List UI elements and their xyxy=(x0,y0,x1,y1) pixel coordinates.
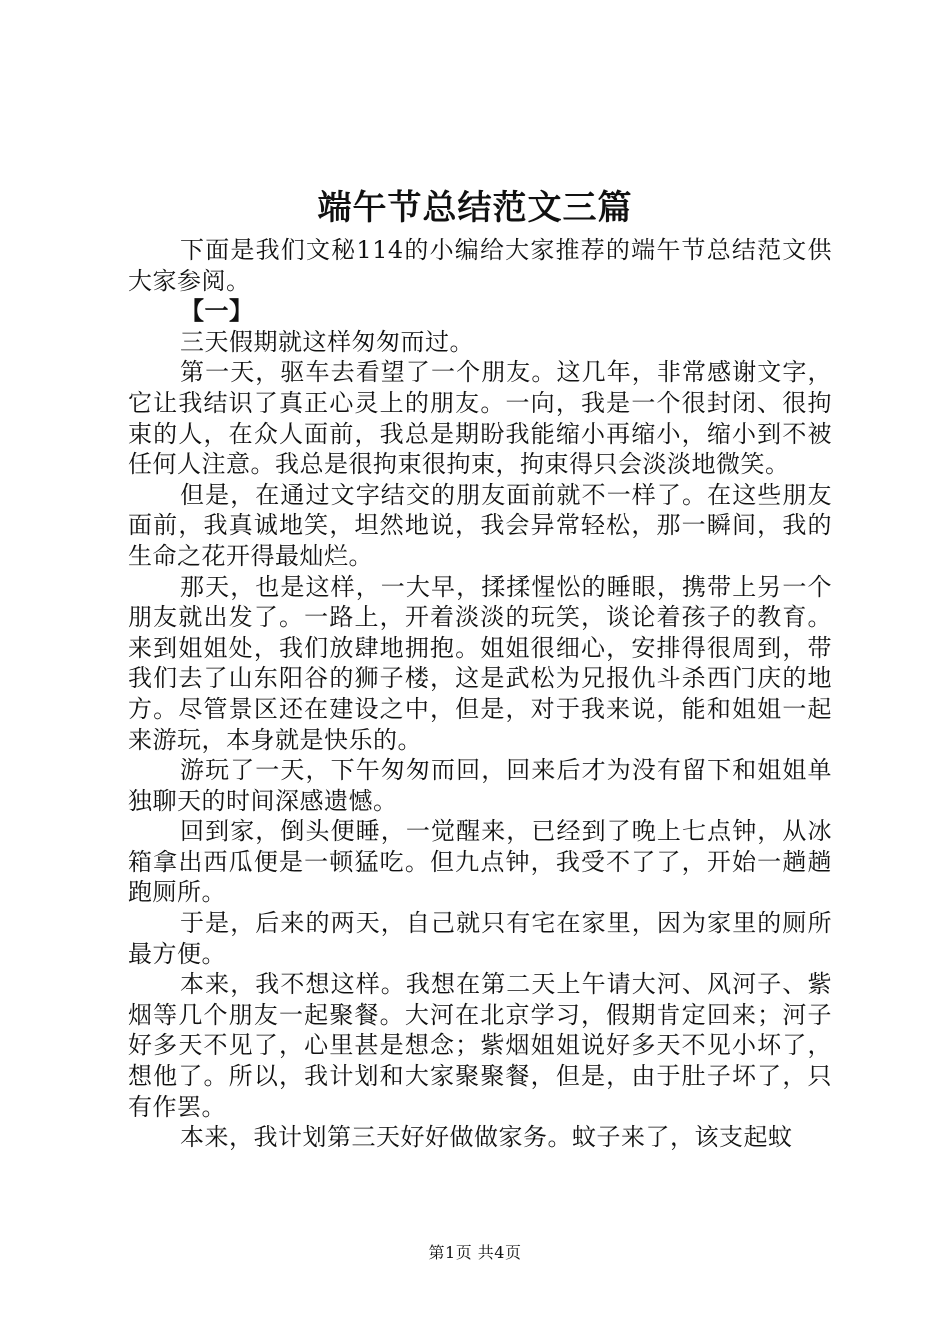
document-title: 端午节总结范文三篇 xyxy=(317,188,633,228)
body-paragraph: 于是，后来的两天，自己就只有宅在家里，因为家里的厕所最方便。 xyxy=(128,909,832,968)
body-paragraph: 那天，也是这样，一大早，揉揉惺忪的睡眼，携带上另一个朋友就出发了。一路上，开着淡淡的玩笑，谈论着孩子的教育。来到姐姐处，我们放肆地拥抱。姐姐很细心，安排得很周到，带我们去了山东阳谷的狮子楼，这是武松为兄报仇斗杀西门庆的地方。尽管景区还在建设之中，但是，对于我来说，能和姐姐一起来游玩，本身就是快乐的。 xyxy=(128,572,832,754)
intro-paragraph: 下面是我们文秘114的小编给大家推荐的端午节总结范文供大家参阅。 xyxy=(128,236,832,295)
body-paragraph: 回到家，倒头便睡，一觉醒来，已经到了晚上七点钟，从冰箱拿出西瓜便是一顿猛吃。但九点钟，我受不了了，开始一趟趟跑厕所。 xyxy=(128,817,832,907)
body-paragraph: 第一天，驱车去看望了一个朋友。这几年，非常感谢文字，它让我结识了真正心灵上的朋友。一向，我是一个很封闭、很拘束的人，在众人面前，我总是期盼我能缩小再缩小，缩小到不被任何人注意。我总是很拘束很拘束，拘束得只会淡淡地微笑。 xyxy=(128,358,832,479)
body-paragraph: 三天假期就这样匆匆而过。 xyxy=(180,327,474,356)
section-heading: 【一】 xyxy=(180,296,254,326)
body-paragraph: 但是，在通过文字结交的朋友面前就不一样了。在这些朋友面前，我真诚地笑，坦然地说，我会异常轻松，那一瞬间，我的生命之花开得最灿烂。 xyxy=(128,480,832,570)
body-paragraph: 游玩了一天，下午匆匆而回，回来后才为没有留下和姐姐单独聊天的时间深感遗憾。 xyxy=(128,756,832,815)
body-paragraph: 本来，我不想这样。我想在第二天上午请大河、风河子、紫烟等几个朋友一起聚餐。大河在北京学习，假期肯定回来；河子好多天不见了，心里甚是想念；紫烟姐姐说好多天不见小坏了，想他了。所以，我计划和大家聚聚餐，但是，由于肚子坏了，只有作罢。 xyxy=(128,970,832,1121)
body-paragraph: 本来，我计划第三天好好做做家务。蚊子来了，该支起蚊 xyxy=(180,1123,793,1152)
page-footer: 第1页 共4页 xyxy=(428,1243,522,1262)
document-body xyxy=(128,235,832,1153)
